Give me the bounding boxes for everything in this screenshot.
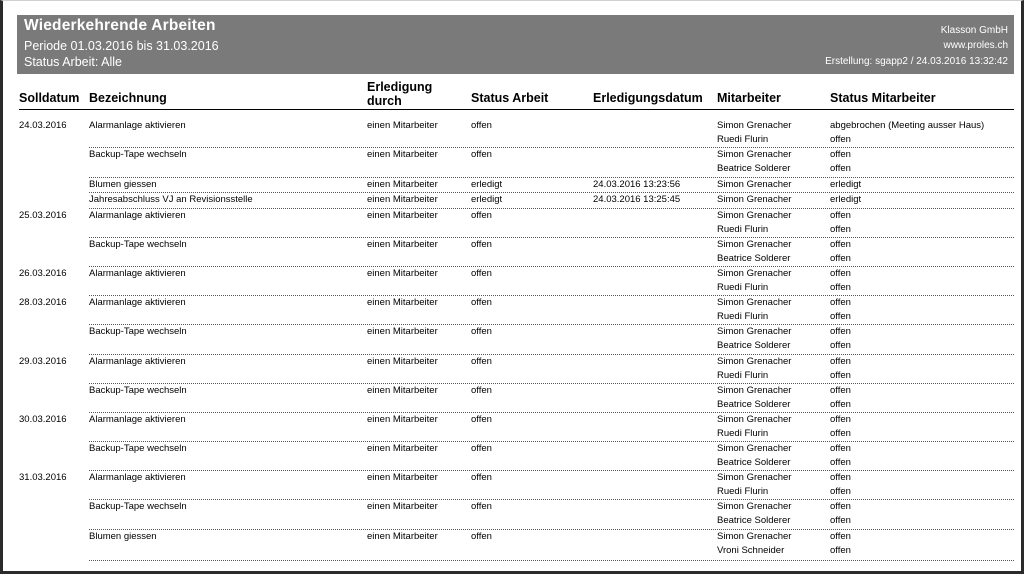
row-mitarbeiter: Ruedi Flurin xyxy=(717,427,769,439)
row-status-mitarbeiter: offen xyxy=(830,369,851,381)
row-status-arbeit: offen xyxy=(471,385,492,396)
row-separator xyxy=(89,324,1014,325)
row-erledigung-durch: einen Mitarbeiter xyxy=(367,501,438,512)
column-header-bezeichnung: Bezeichnung xyxy=(89,91,167,105)
report-header xyxy=(17,15,1014,74)
row-separator xyxy=(89,412,1014,413)
row-bezeichnung: Jahresabschluss VJ an Revisionsstelle xyxy=(89,194,253,205)
row-status-mitarbeiter: offen xyxy=(830,297,851,308)
row-erledigung-durch: einen Mitarbeiter xyxy=(367,297,438,308)
row-bezeichnung: Backup-Tape wechseln xyxy=(89,149,187,160)
row-mitarbeiter: Beatrice Solderer xyxy=(717,514,791,526)
row-separator xyxy=(89,441,1014,442)
row-status-mitarbeiter: offen xyxy=(830,485,851,497)
column-header-solldatum: Solldatum xyxy=(19,91,80,105)
row-erledigung-durch: einen Mitarbeiter xyxy=(367,472,438,483)
row-bezeichnung: Blumen giessen xyxy=(89,179,157,190)
report-period: Periode 01.03.2016 bis 31.03.2016 xyxy=(24,39,219,53)
row-mitarbeiter: Simon Grenacher xyxy=(717,149,792,160)
row-mitarbeiter: Simon Grenacher xyxy=(717,501,792,512)
row-status-mitarbeiter: offen xyxy=(830,252,851,264)
row-solldatum: 26.03.2016 xyxy=(19,268,67,279)
row-mitarbeiter: Beatrice Solderer xyxy=(717,162,791,174)
row-separator xyxy=(89,529,1014,530)
row-bezeichnung: Backup-Tape wechseln xyxy=(89,326,187,337)
row-status-arbeit: offen xyxy=(471,210,492,221)
row-status-mitarbeiter: offen xyxy=(830,162,851,174)
row-status-mitarbeiter: offen xyxy=(830,339,851,351)
row-erledigung-durch: einen Mitarbeiter xyxy=(367,194,438,205)
row-erledigung-durch: einen Mitarbeiter xyxy=(367,356,438,367)
row-erledigung-durch: einen Mitarbeiter xyxy=(367,531,438,542)
column-header-erledigung-line2: durch xyxy=(367,94,402,108)
row-status-mitarbeiter: offen xyxy=(830,531,851,542)
report-title: Wiederkehrende Arbeiten xyxy=(24,17,216,34)
row-bezeichnung: Alarmanlage aktivieren xyxy=(89,120,186,131)
row-mitarbeiter: Ruedi Flurin xyxy=(717,485,769,497)
row-erledigung-durch: einen Mitarbeiter xyxy=(367,149,438,160)
header-rule xyxy=(19,109,1014,110)
row-erledigung-durch: einen Mitarbeiter xyxy=(367,179,438,190)
column-header-mitarbeiter: Mitarbeiter xyxy=(717,91,781,105)
column-header-status-mitarbeiter: Status Mitarbeiter xyxy=(830,91,936,105)
row-mitarbeiter: Beatrice Solderer xyxy=(717,339,791,351)
row-solldatum: 30.03.2016 xyxy=(19,414,67,425)
row-separator xyxy=(89,470,1014,471)
row-mitarbeiter: Simon Grenacher xyxy=(717,120,792,131)
row-status-mitarbeiter: erledigt xyxy=(830,194,862,205)
row-mitarbeiter: Beatrice Solderer xyxy=(717,456,791,468)
row-status-mitarbeiter: offen xyxy=(830,326,851,337)
row-status-arbeit: erledigt xyxy=(471,194,503,205)
row-mitarbeiter: Simon Grenacher xyxy=(717,414,792,425)
row-mitarbeiter: Ruedi Flurin xyxy=(717,133,769,145)
row-erledigung-durch: einen Mitarbeiter xyxy=(367,268,438,279)
row-erledigungsdatum: 24.03.2016 13:25:45 xyxy=(593,194,681,205)
row-mitarbeiter: Simon Grenacher xyxy=(717,356,792,367)
row-separator xyxy=(89,208,1014,209)
row-mitarbeiter: Ruedi Flurin xyxy=(717,310,769,322)
row-mitarbeiter: Simon Grenacher xyxy=(717,531,792,542)
row-status-mitarbeiter: offen xyxy=(830,223,851,235)
row-mitarbeiter: Simon Grenacher xyxy=(717,443,792,454)
column-header-erledigung xyxy=(367,80,432,108)
row-erledigung-durch: einen Mitarbeiter xyxy=(367,239,438,250)
row-status-mitarbeiter: offen xyxy=(830,239,851,250)
row-status-arbeit: offen xyxy=(471,531,492,542)
row-mitarbeiter: Simon Grenacher xyxy=(717,179,792,190)
row-separator xyxy=(89,266,1014,267)
row-status-mitarbeiter: offen xyxy=(830,514,851,526)
row-mitarbeiter: Simon Grenacher xyxy=(717,210,792,221)
row-mitarbeiter: Vroni Schneider xyxy=(717,544,785,556)
column-header-erledigung-line1: Erledigung xyxy=(367,80,433,94)
row-status-mitarbeiter: offen xyxy=(830,149,851,160)
company-name: Klasson GmbH xyxy=(940,25,1008,36)
row-erledigung-durch: einen Mitarbeiter xyxy=(367,443,438,454)
row-mitarbeiter: Simon Grenacher xyxy=(717,385,792,396)
row-separator xyxy=(89,177,1014,178)
report-status-filter: Status Arbeit: Alle xyxy=(24,55,122,69)
row-mitarbeiter: Beatrice Solderer xyxy=(717,252,791,264)
row-status-mitarbeiter: offen xyxy=(830,501,851,512)
row-erledigung-durch: einen Mitarbeiter xyxy=(367,210,438,221)
row-bezeichnung: Alarmanlage aktivieren xyxy=(89,210,186,221)
row-solldatum: 24.03.2016 xyxy=(19,120,67,131)
row-status-arbeit: offen xyxy=(471,414,492,425)
row-bezeichnung: Backup-Tape wechseln xyxy=(89,501,187,512)
row-status-mitarbeiter: offen xyxy=(830,268,851,279)
row-erledigungsdatum: 24.03.2016 13:23:56 xyxy=(593,179,681,190)
row-status-arbeit: erledigt xyxy=(471,179,503,190)
row-status-mitarbeiter: offen xyxy=(830,472,851,483)
row-status-mitarbeiter: erledigt xyxy=(830,179,862,190)
row-mitarbeiter: Beatrice Solderer xyxy=(717,398,791,410)
row-separator xyxy=(89,237,1014,238)
row-erledigung-durch: einen Mitarbeiter xyxy=(367,414,438,425)
row-status-mitarbeiter: offen xyxy=(830,356,851,367)
row-status-arbeit: offen xyxy=(471,149,492,160)
row-bezeichnung: Backup-Tape wechseln xyxy=(89,443,187,454)
row-status-arbeit: offen xyxy=(471,268,492,279)
row-separator xyxy=(89,192,1014,193)
row-mitarbeiter: Simon Grenacher xyxy=(717,239,792,250)
row-mitarbeiter: Simon Grenacher xyxy=(717,194,792,205)
row-erledigung-durch: einen Mitarbeiter xyxy=(367,385,438,396)
row-status-mitarbeiter: offen xyxy=(830,281,851,293)
row-separator xyxy=(89,499,1014,500)
row-status-mitarbeiter: offen xyxy=(830,310,851,322)
row-bezeichnung: Backup-Tape wechseln xyxy=(89,239,187,250)
row-bezeichnung: Alarmanlage aktivieren xyxy=(89,297,186,308)
row-solldatum: 29.03.2016 xyxy=(19,356,67,367)
row-mitarbeiter: Simon Grenacher xyxy=(717,297,792,308)
row-separator xyxy=(89,383,1014,384)
row-status-arbeit: offen xyxy=(471,120,492,131)
row-mitarbeiter: Ruedi Flurin xyxy=(717,223,769,235)
row-mitarbeiter: Ruedi Flurin xyxy=(717,281,769,293)
row-status-mitarbeiter: abgebrochen (Meeting ausser Haus) xyxy=(830,120,985,131)
row-status-mitarbeiter: offen xyxy=(830,544,851,556)
row-bezeichnung: Alarmanlage aktivieren xyxy=(89,356,186,367)
row-mitarbeiter: Simon Grenacher xyxy=(717,268,792,279)
row-status-arbeit: offen xyxy=(471,297,492,308)
row-erledigung-durch: einen Mitarbeiter xyxy=(367,326,438,337)
row-status-mitarbeiter: offen xyxy=(830,385,851,396)
row-status-mitarbeiter: offen xyxy=(830,398,851,410)
row-status-mitarbeiter: offen xyxy=(830,427,851,439)
row-status-arbeit: offen xyxy=(471,472,492,483)
row-separator xyxy=(89,147,1014,148)
row-status-arbeit: offen xyxy=(471,356,492,367)
row-erledigung-durch: einen Mitarbeiter xyxy=(367,120,438,131)
row-status-mitarbeiter: offen xyxy=(830,456,851,468)
row-status-mitarbeiter: offen xyxy=(830,210,851,221)
column-header-status-arbeit: Status Arbeit xyxy=(471,91,549,105)
column-header-erledigungsdatum: Erledigungsdatum xyxy=(593,91,703,105)
creation-info: Erstellung: sgapp2 / 24.03.2016 13:32:42 xyxy=(825,56,1008,67)
row-status-arbeit: offen xyxy=(471,326,492,337)
row-separator xyxy=(89,560,1014,561)
row-status-mitarbeiter: offen xyxy=(830,133,851,145)
row-status-arbeit: offen xyxy=(471,239,492,250)
row-bezeichnung: Blumen giessen xyxy=(89,531,157,542)
company-website: www.proles.ch xyxy=(943,40,1008,51)
row-mitarbeiter: Ruedi Flurin xyxy=(717,369,769,381)
row-status-arbeit: offen xyxy=(471,443,492,454)
row-bezeichnung: Backup-Tape wechseln xyxy=(89,385,187,396)
row-solldatum: 31.03.2016 xyxy=(19,472,67,483)
row-mitarbeiter: Simon Grenacher xyxy=(717,326,792,337)
row-solldatum: 25.03.2016 xyxy=(19,210,67,221)
row-mitarbeiter: Simon Grenacher xyxy=(717,472,792,483)
row-solldatum: 28.03.2016 xyxy=(19,297,67,308)
row-bezeichnung: Alarmanlage aktivieren xyxy=(89,268,186,279)
row-status-mitarbeiter: offen xyxy=(830,443,851,454)
row-status-mitarbeiter: offen xyxy=(830,414,851,425)
row-separator xyxy=(89,354,1014,355)
row-bezeichnung: Alarmanlage aktivieren xyxy=(89,414,186,425)
row-bezeichnung: Alarmanlage aktivieren xyxy=(89,472,186,483)
row-status-arbeit: offen xyxy=(471,501,492,512)
row-separator xyxy=(89,295,1014,296)
